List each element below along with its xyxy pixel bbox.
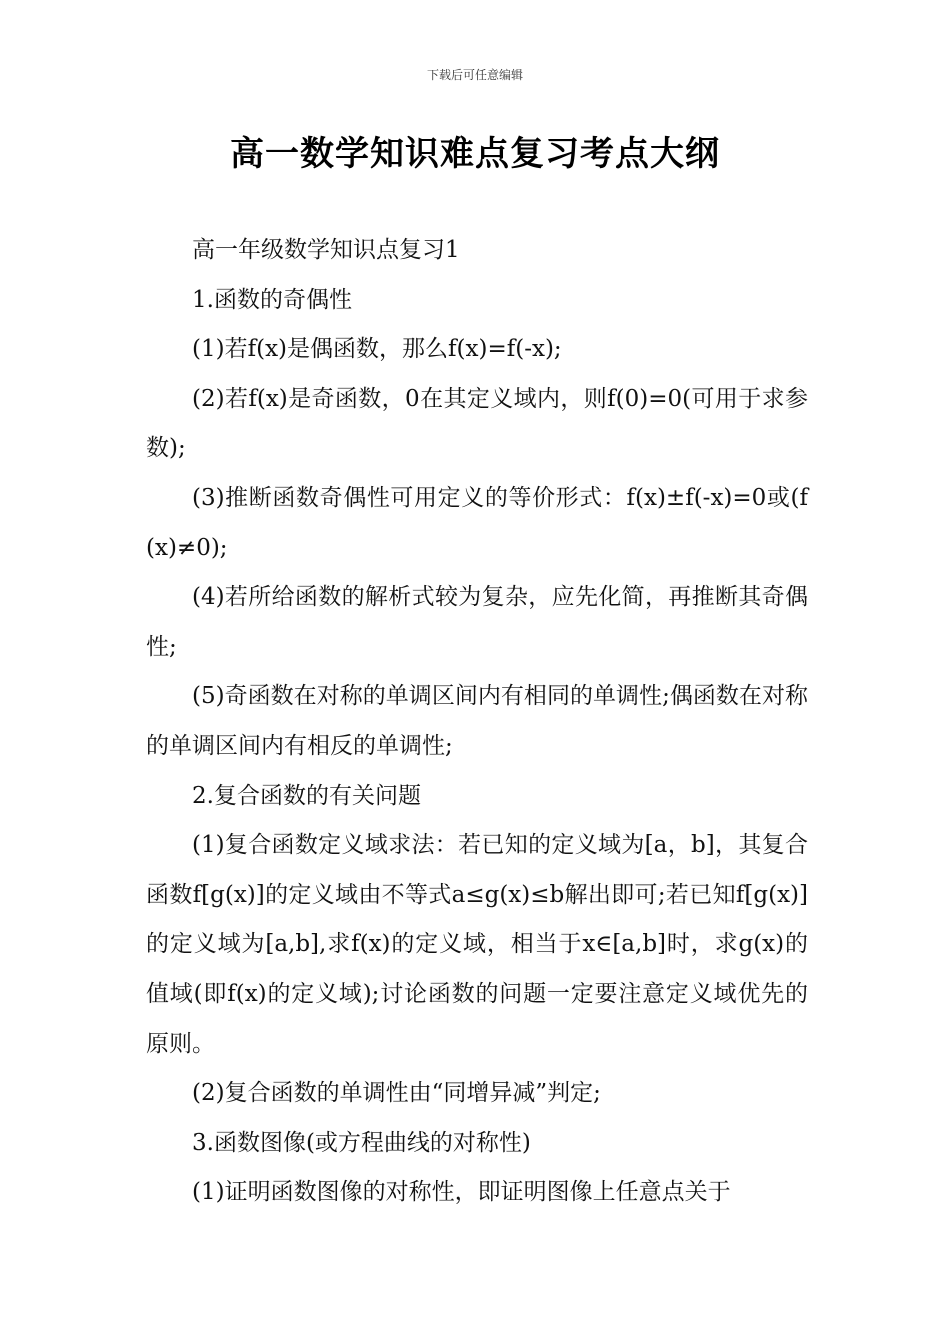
- paragraph: (2)复合函数的单调性由“同增异减”判定;: [192, 1080, 601, 1107]
- document-title: 高一数学知识难点复习考点大纲: [230, 134, 720, 174]
- paragraph: 1.函数的奇偶性: [192, 286, 352, 313]
- paragraph: (4)若所给函数的解析式较为复杂，应先化简，再推断其奇偶性;: [146, 584, 808, 660]
- paragraph: 2.复合函数的有关问题: [192, 782, 421, 809]
- paragraph: (5)奇函数在对称的单调区间内有相同的单调性;偶函数在对称的单调区间内有相反的单调性;: [146, 683, 808, 759]
- paragraph: (1)若f(x)是偶函数，那么f(x)=f(-x);: [192, 336, 562, 363]
- paragraph: (3)推断函数奇偶性可用定义的等价形式：f(x)±f(-x)=0或(f(x)≠0);: [146, 484, 808, 561]
- paragraph: (1)复合函数定义域求法：若已知的定义域为[a，b]，其复合函数f[g(x)]的定义域由不等式a≤g(x)≤b解出即可;若已知f[g(x)]的定义域为[a,b],求f(x)的定义域，相当于x∈[a,b]时，求g(x)的值域(即f(x)的定义域);讨论函数的问题一定要注意定义域优先的原则。: [146, 832, 808, 1057]
- header-note: 下载后可任意编辑: [426, 68, 523, 82]
- paragraph: 3.函数图像(或方程曲线的对称性): [192, 1129, 531, 1156]
- document-body: [146, 226, 808, 1218]
- paragraph: (2)若f(x)是奇函数，0在其定义域内，则f(0)=0(可用于求参数);: [146, 385, 808, 462]
- paragraph: (1)证明函数图像的对称性，即证明图像上任意点关于: [192, 1179, 731, 1206]
- paragraph: 高一年级数学知识点复习1: [192, 237, 460, 263]
